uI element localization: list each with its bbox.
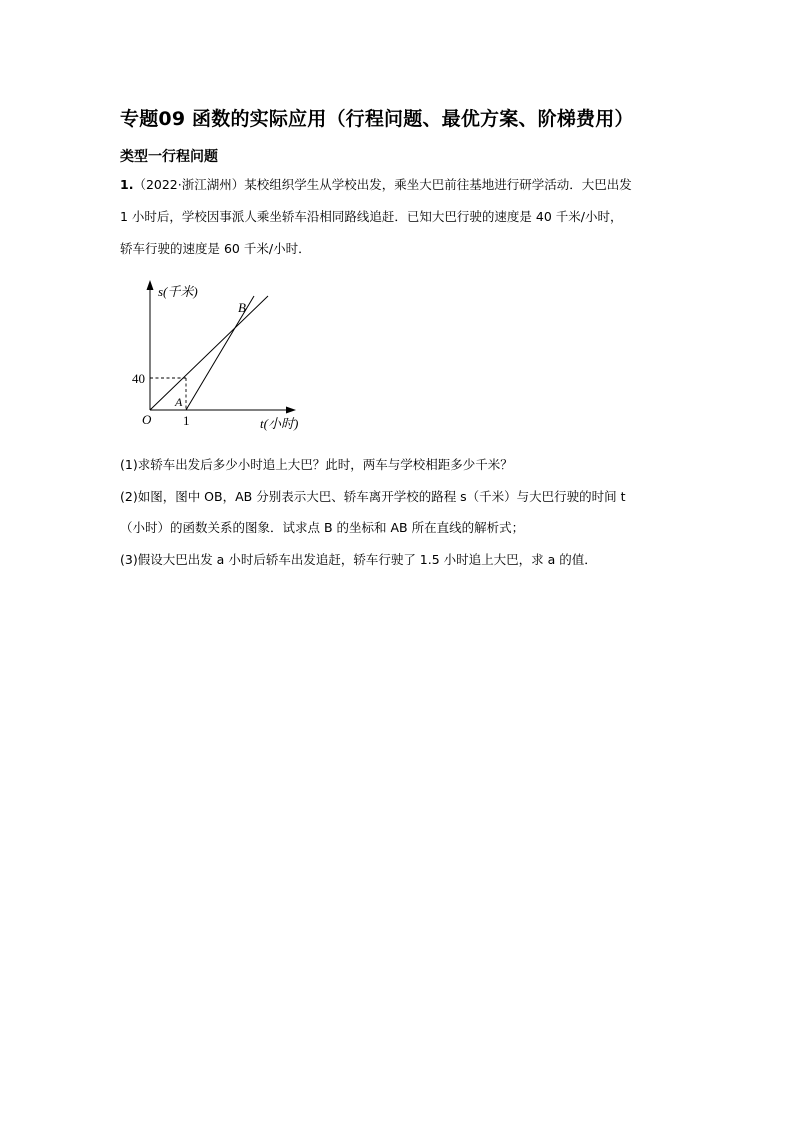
page-title: 专题09 函数的实际应用（行程问题、最优方案、阶梯费用） <box>120 108 634 130</box>
y-tick-label: 40 <box>132 371 145 386</box>
problem-line-2: 1 小时后，学校因事派人乘坐轿车沿相同路线追赶．已知大巴行驶的速度是 40 千米/小时， <box>120 209 623 224</box>
distance-time-graph <box>128 276 308 436</box>
x-axis-arrow <box>286 407 296 414</box>
point-a-label: A <box>175 395 183 409</box>
problem-number: 1. <box>120 177 134 192</box>
question-3: (3)假设大巴出发 a 小时后轿车出发追赶，轿车行驶了 1.5 小时追上大巴，求 a 的值． <box>120 552 597 567</box>
question-2-line-2: （小时）的函数关系的图象．试求点 B 的坐标和 AB 所在直线的解析式； <box>120 520 525 535</box>
point-b-label: B <box>238 300 246 315</box>
origin-label: O <box>142 412 152 427</box>
question-1: (1)求轿车出发后多少小时追上大巴？此时，两车与学校相距多少千米？ <box>120 457 513 472</box>
problem-line-3: 轿车行驶的速度是 60 千米/小时． <box>120 241 311 256</box>
question-2-line-1: (2)如图，图中 OB，AB 分别表示大巴、轿车离开学校的路程 s（千米）与大巴行驶的时间 t <box>120 489 626 504</box>
section-heading: 类型一行程问题 <box>120 149 218 165</box>
line-ob <box>150 296 268 410</box>
y-axis-arrow <box>147 280 154 290</box>
problem-line-1 <box>120 176 632 194</box>
x-tick-label: 1 <box>183 413 190 428</box>
problem-source: （2022·浙江湖州） <box>133 177 245 192</box>
x-axis-label: t(小时) <box>260 416 299 431</box>
y-axis-label: s(千米) <box>158 284 198 299</box>
problem-text-1: 某校组织学生从学校出发，乘坐大巴前往基地进行研学活动．大巴出发 <box>244 177 632 192</box>
